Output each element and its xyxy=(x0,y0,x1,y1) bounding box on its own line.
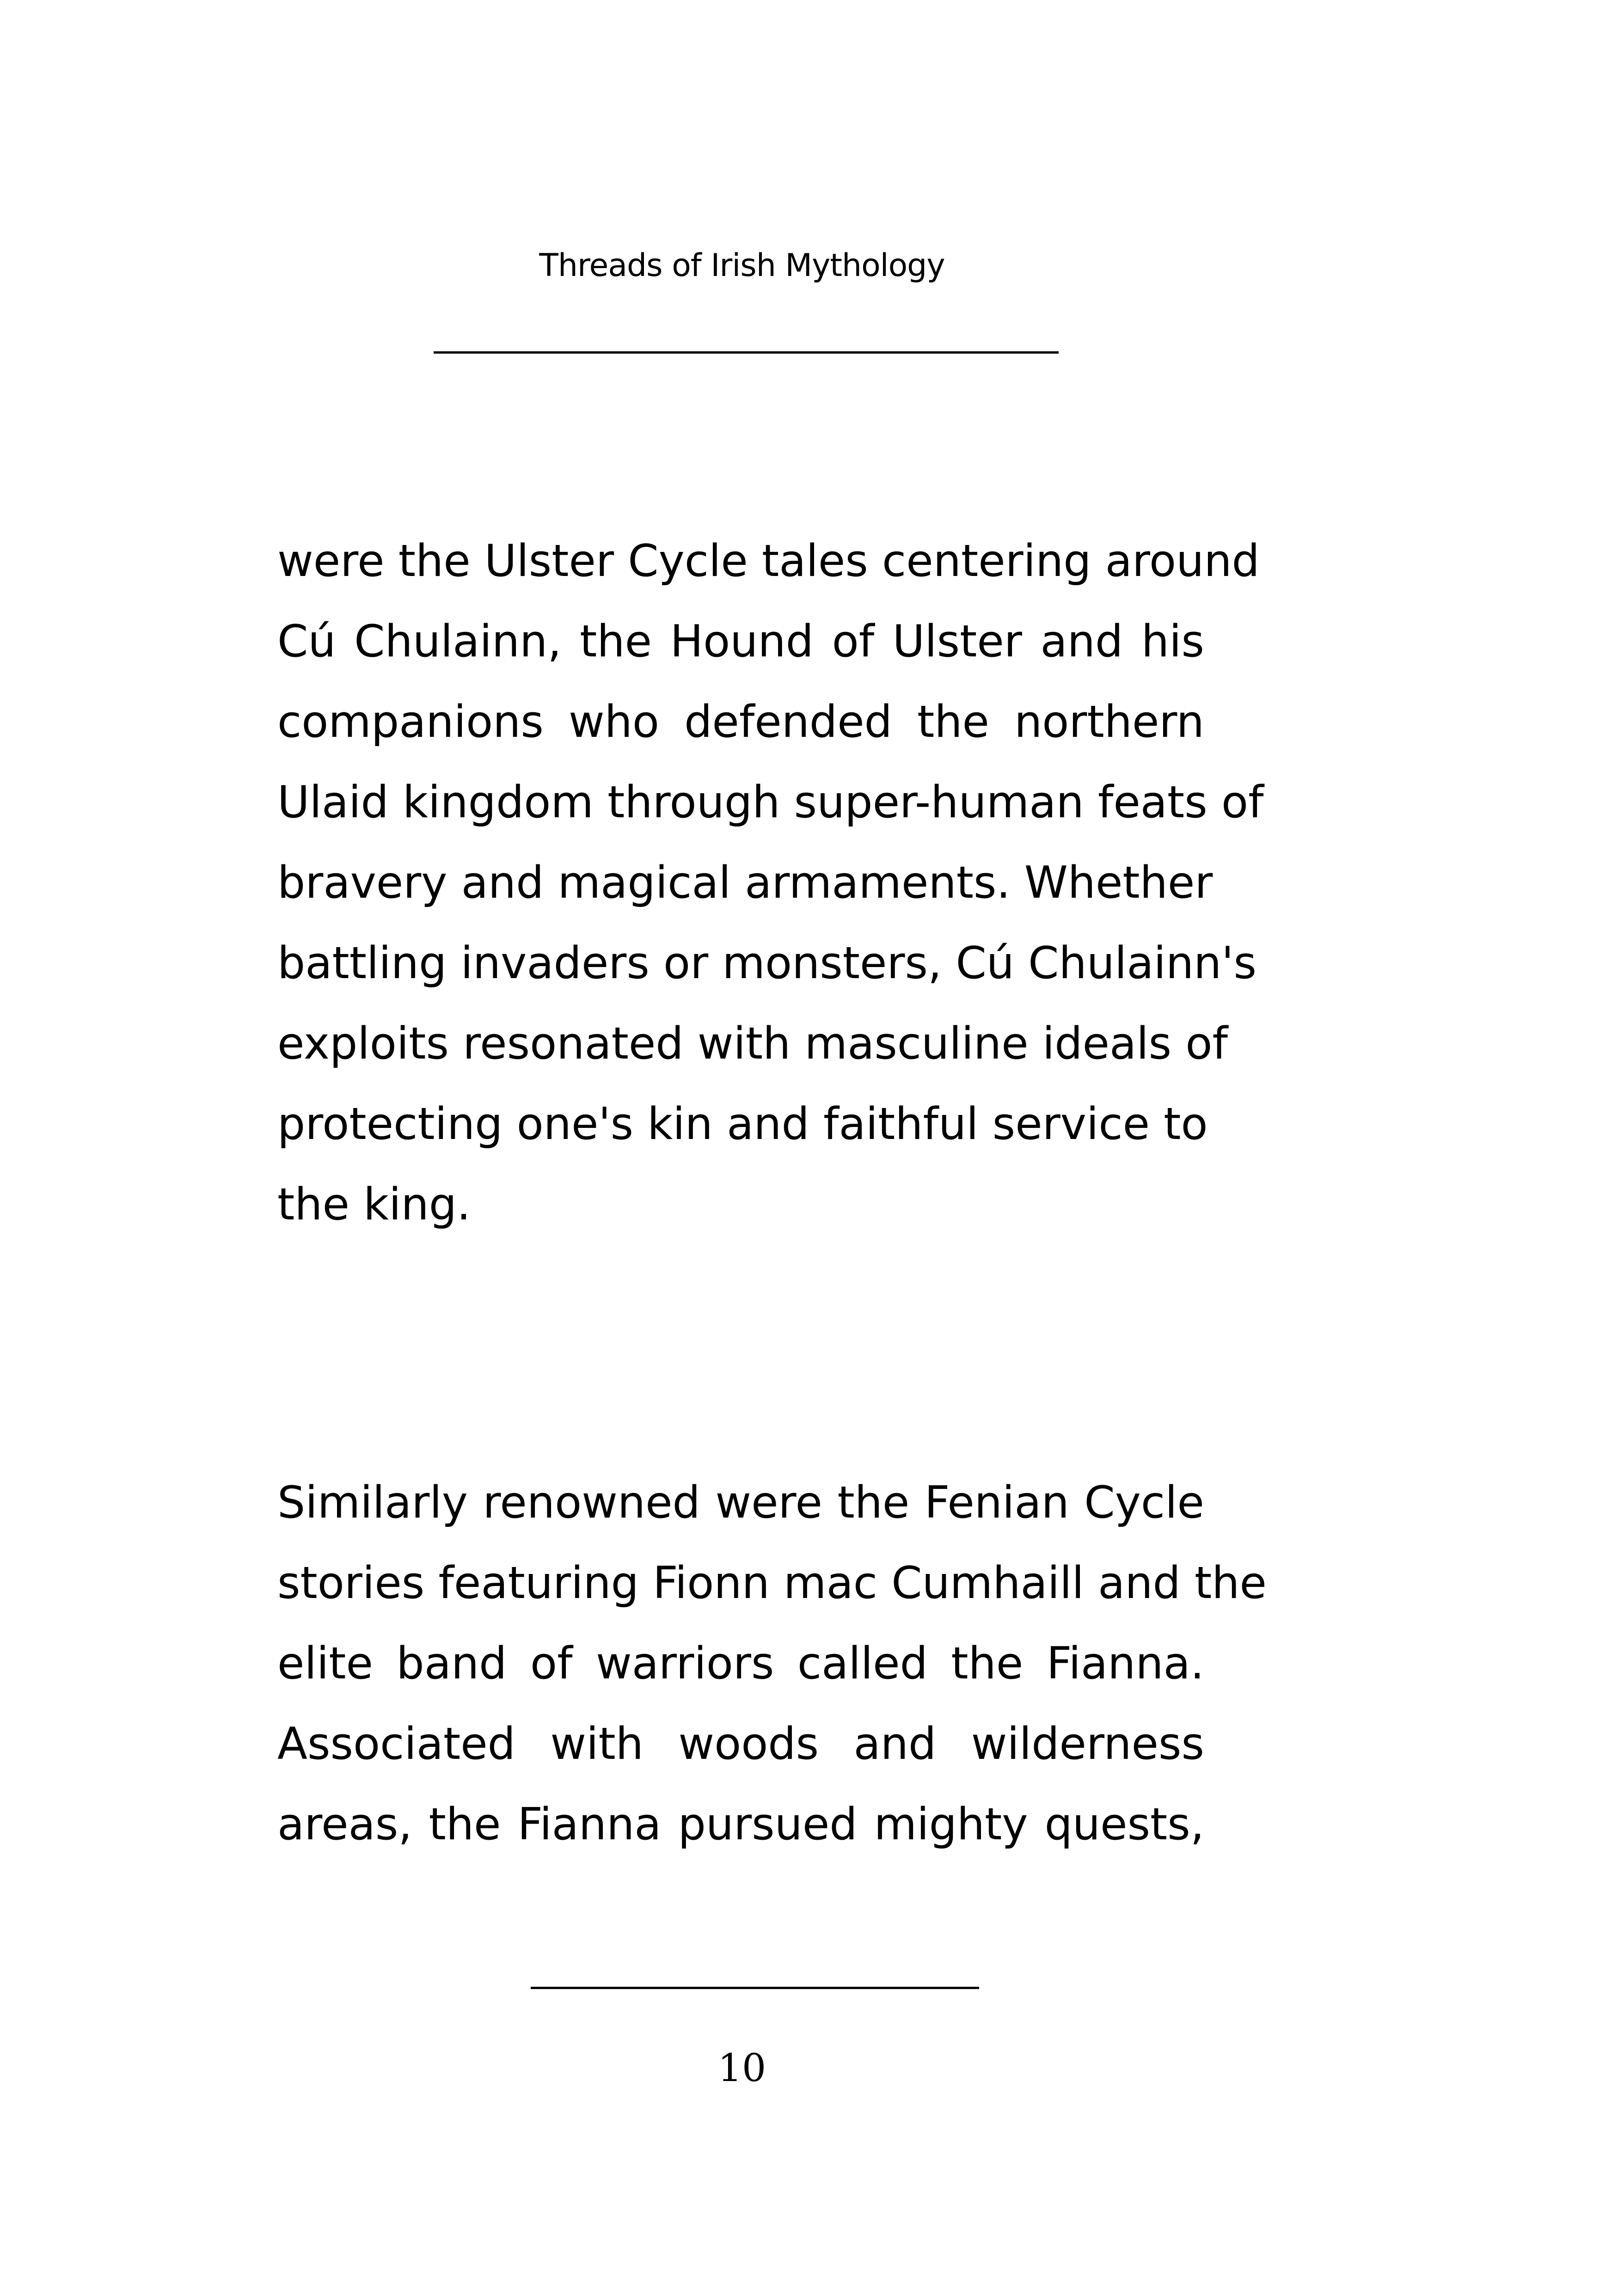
footer-rule xyxy=(531,1987,979,1989)
paragraph-line: Similarly renowned were the Fenian Cycle xyxy=(277,1477,1204,1528)
body-paragraph xyxy=(277,1463,1267,1865)
paragraph-line: Ulaid kingdom through super-human feats of xyxy=(277,777,1264,828)
paragraph-line: battling invaders or monsters, Cú Chulainn's xyxy=(277,938,1256,989)
paragraph-line: elite band of warriors called the Fianna. xyxy=(277,1638,1204,1689)
paragraph-line: were the Ulster Cycle tales centering around xyxy=(277,536,1260,587)
running-header-title: Threads of Irish Mythology xyxy=(539,247,945,284)
paragraph-line: protecting one's kin and faithful service to xyxy=(277,1099,1208,1150)
paragraph-line: Cú Chulainn, the Hound of Ulster and his xyxy=(277,616,1204,667)
paragraph-line: areas, the Fianna pursued mighty quests, xyxy=(277,1799,1204,1850)
paragraph-line: exploits resonated with masculine ideals of xyxy=(277,1018,1228,1069)
paragraph-line: stories featuring Fionn mac Cumhaill and the xyxy=(277,1558,1267,1609)
paragraph-line: the king. xyxy=(277,1179,471,1230)
paragraph-line: bravery and magical armaments. Whether xyxy=(277,857,1213,908)
paragraph-line: Associated with woods and wilderness xyxy=(277,1719,1204,1769)
header-rule xyxy=(434,351,1059,354)
page-number: 10 xyxy=(717,2046,766,2090)
paragraph-line: companions who defended the northern xyxy=(277,697,1204,747)
body-paragraph xyxy=(277,521,1264,1245)
